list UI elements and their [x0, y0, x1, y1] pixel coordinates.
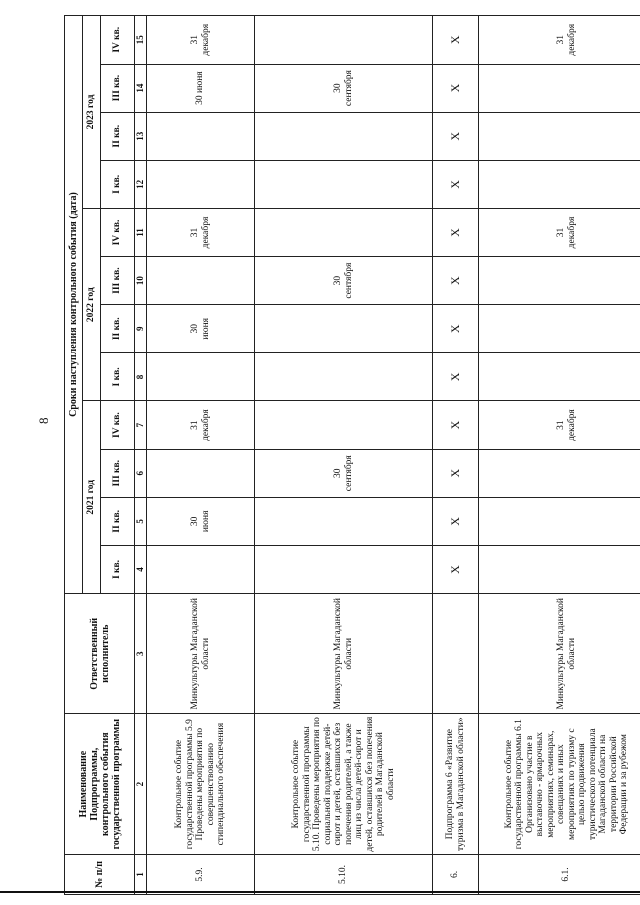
table-row	[255, 16, 433, 895]
date-cell: 31 декабря	[147, 208, 255, 256]
header-quarter: IV кв.	[101, 208, 135, 256]
date-cell	[255, 545, 433, 593]
table-row	[147, 16, 255, 895]
header-quarter: III кв.	[101, 64, 135, 112]
column-number: 5	[135, 497, 147, 545]
column-number: 10	[135, 257, 147, 305]
date-cell	[255, 401, 433, 449]
header-quarter: II кв.	[101, 305, 135, 353]
date-cell	[479, 112, 640, 160]
cross-mark: X	[433, 64, 479, 112]
date-cell	[479, 160, 640, 208]
header-year-2022: 2022 год	[83, 208, 101, 401]
header-quarter: I кв.	[101, 545, 135, 593]
row-name: Подпрограмма 6 «Развитие туризма в Магаданской области»	[433, 714, 479, 854]
header-year-2021: 2021 год	[83, 401, 101, 594]
cross-mark: X	[433, 401, 479, 449]
row-executor	[433, 594, 479, 714]
date-cell	[479, 449, 640, 497]
header-quarter: III кв.	[101, 257, 135, 305]
header-year-2023: 2023 год	[83, 16, 101, 209]
header-quarter: II кв.	[101, 112, 135, 160]
date-cell: 30 сентября	[255, 64, 433, 112]
column-number: 14	[135, 64, 147, 112]
column-number: 13	[135, 112, 147, 160]
date-cell: 31 декабря	[147, 401, 255, 449]
date-cell	[147, 257, 255, 305]
header-quarter: III кв.	[101, 449, 135, 497]
date-cell: 30 сентября	[255, 257, 433, 305]
date-cell: 31 декабря	[479, 208, 640, 256]
cross-mark: X	[433, 305, 479, 353]
date-cell	[255, 160, 433, 208]
column-number: 15	[135, 16, 147, 65]
date-cell	[479, 497, 640, 545]
cross-mark: X	[433, 160, 479, 208]
column-number: 7	[135, 401, 147, 449]
cross-mark: X	[433, 208, 479, 256]
row-num: 6.1.	[479, 854, 640, 894]
date-cell: 30 сентября	[255, 449, 433, 497]
row-num: 5.10.	[255, 854, 433, 894]
header-quarter: II кв.	[101, 497, 135, 545]
date-cell	[479, 305, 640, 353]
date-cell: 30 июня	[147, 497, 255, 545]
date-cell	[147, 112, 255, 160]
header-num: № п/п	[65, 854, 135, 894]
cross-mark: X	[433, 112, 479, 160]
column-number: 9	[135, 305, 147, 353]
date-cell: 30 июня	[147, 305, 255, 353]
cross-mark: X	[433, 497, 479, 545]
date-cell: 31 декабря	[479, 16, 640, 65]
date-cell	[147, 160, 255, 208]
header-quarter: I кв.	[101, 353, 135, 401]
header-executor: Ответственный исполнитель	[65, 594, 135, 714]
page-number: 8	[36, 417, 51, 424]
bottom-rule	[0, 891, 640, 893]
row-num: 5.9.	[147, 854, 255, 894]
date-cell	[479, 545, 640, 593]
date-cell	[147, 545, 255, 593]
cross-mark: X	[433, 353, 479, 401]
date-cell	[479, 64, 640, 112]
column-number: 6	[135, 449, 147, 497]
row-num: 6.	[433, 854, 479, 894]
column-number: 8	[135, 353, 147, 401]
row-name: Контрольное событие государственной программы 6.1 Организовано участие в выставочно - ярмарочных мероприятиях, семинарах, совещаниях и иных мероприятиях по туризму с целью продвижения туристического потенциала Магаданской области на территории Российской Федерации и за рубежом	[479, 714, 640, 854]
date-cell	[479, 257, 640, 305]
date-cell	[255, 208, 433, 256]
header-quarter: IV кв.	[101, 401, 135, 449]
column-number: 11	[135, 208, 147, 256]
date-cell	[147, 449, 255, 497]
control-events-table	[64, 15, 640, 895]
header-quarter: IV кв.	[101, 16, 135, 65]
column-number: 1	[135, 854, 147, 894]
header-name: Наименование Подпрограммы, контрольного события государственной программы	[65, 714, 135, 854]
column-number: 2	[135, 714, 147, 854]
row-executor: Минкультуры Магаданской области	[147, 594, 255, 714]
cross-mark: X	[433, 545, 479, 593]
cross-mark: X	[433, 257, 479, 305]
date-cell	[255, 353, 433, 401]
rotated-page	[64, 15, 629, 895]
date-cell	[479, 353, 640, 401]
row-executor: Минкультуры Магаданской области	[479, 594, 640, 714]
date-cell: 30 июня	[147, 64, 255, 112]
date-cell: 31 декабря	[147, 16, 255, 65]
row-name: Контрольное событие государственной программы 5.9 Проведены мероприятия по совершенствованию стипендиального обеспечения	[147, 714, 255, 854]
date-cell	[147, 353, 255, 401]
row-executor: Минкультуры Магаданской области	[255, 594, 433, 714]
date-cell	[255, 16, 433, 65]
table-row	[479, 16, 640, 895]
header-quarter: I кв.	[101, 160, 135, 208]
column-number: 3	[135, 594, 147, 714]
date-cell: 31 декабря	[479, 401, 640, 449]
cross-mark: X	[433, 16, 479, 65]
date-cell	[255, 497, 433, 545]
table-row	[433, 16, 479, 895]
column-number: 4	[135, 545, 147, 593]
date-cell	[255, 305, 433, 353]
column-number: 12	[135, 160, 147, 208]
date-cell	[255, 112, 433, 160]
row-name: Контрольное событие государственной программы 5.10. Проведены мероприятия по социальной поддержке детей-сирот и детей, оставшихся без попечения родителей, а также лиц из числа детей-сирот и детей, оставшихся без попечения родителей в Магаданской области	[255, 714, 433, 854]
cross-mark: X	[433, 449, 479, 497]
header-dates: Сроки наступления контрольного события (дата)	[65, 16, 83, 594]
